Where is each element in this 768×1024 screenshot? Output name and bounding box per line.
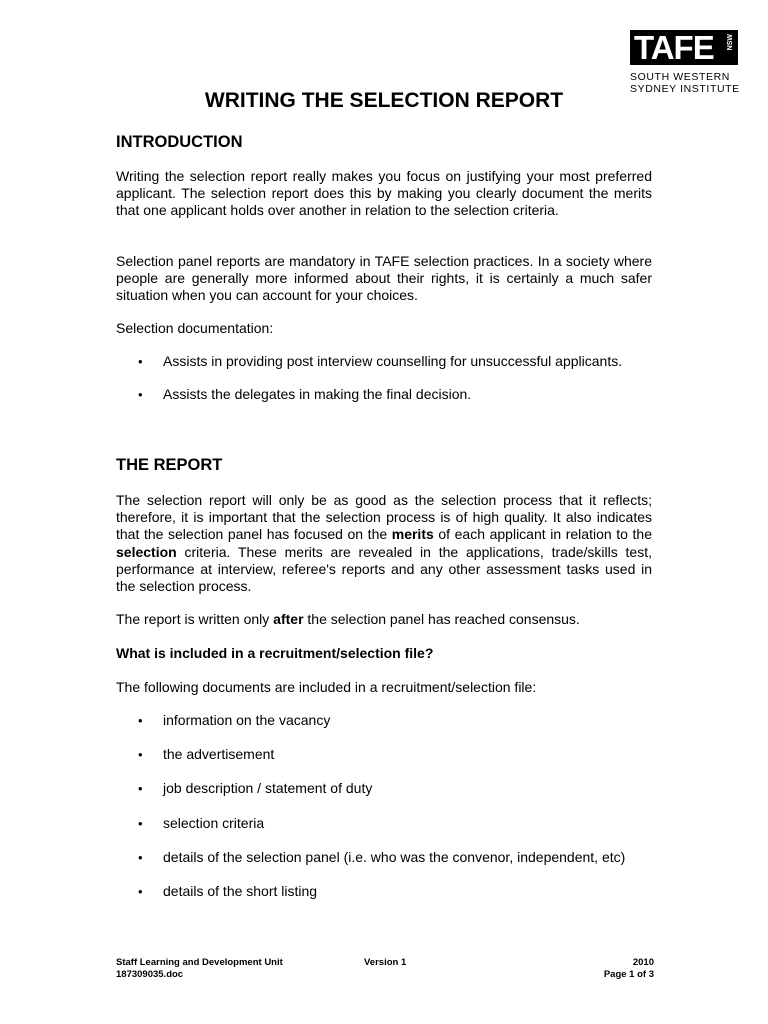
- footer-left: [116, 957, 283, 981]
- tafe-logo-mark: [630, 30, 738, 65]
- list-item: [116, 815, 652, 832]
- report-paragraph-1-part-a: The selection report will only be as good as the selection process that it reflects; therefore, it is important that the selection process is of high quality. It also indicates that the selection panel has focused on the: [116, 492, 652, 543]
- selection-emphasis: selection: [116, 543, 177, 560]
- introduction-paragraph-2: Selection panel reports are mandatory in TAFE selection practices. In a society where people are generally more informed about their rights, it is certainly a much safer situation when you can account for your choices.: [116, 253, 652, 304]
- footer-unit: Staff Learning and Development Unit: [116, 957, 283, 968]
- report-paragraph-2: [116, 611, 652, 628]
- report-paragraph-1: [116, 492, 652, 595]
- report-heading: THE REPORT: [116, 456, 223, 474]
- tafe-logo-state: NSW: [727, 34, 734, 51]
- after-emphasis: after: [273, 611, 304, 627]
- list-item: [116, 849, 652, 866]
- introduction-paragraph-1: Writing the selection report really makes you focus on justifying your most preferred applicant. The selection report does this by making you clearly document the merits that one applicant holds over another in relation to the selection criteria.: [116, 168, 652, 219]
- report-paragraph-1-part-c: of each applicant in relation to the: [433, 526, 652, 543]
- footer-right: [604, 957, 654, 981]
- footer-page-number: Page 1 of 3: [603, 969, 654, 980]
- report-paragraph-2-part-a: The report is written only: [116, 611, 274, 627]
- footer-year: 2010: [632, 957, 654, 968]
- logo-institute-line-1: SOUTH WESTERN: [630, 71, 730, 83]
- bullet-icon: •: [138, 849, 143, 865]
- bullet-icon: •: [138, 781, 143, 797]
- list-item: [116, 780, 652, 797]
- bullet-icon: •: [138, 815, 143, 831]
- list-item: [116, 883, 652, 900]
- tafe-logo-brand: TAFE: [634, 29, 714, 66]
- list-item-text: Assists in providing post interview counselling for unsuccessful applicants.: [163, 353, 623, 369]
- list-item-text: selection criteria: [163, 814, 265, 831]
- merits-emphasis: merits: [391, 526, 434, 543]
- bullet-icon: •: [138, 884, 143, 900]
- list-item: [116, 386, 652, 403]
- introduction-heading: INTRODUCTION: [116, 133, 243, 151]
- list-item: [116, 746, 652, 763]
- logo-institute-line-2: SYDNEY INSTITUTE: [630, 83, 740, 95]
- list-item-text: the advertisement: [163, 746, 275, 763]
- list-item: [116, 712, 652, 729]
- recruitment-file-question: What is included in a recruitment/selection file?: [116, 645, 434, 661]
- list-item-text: details of the short listing: [163, 883, 318, 900]
- introduction-paragraph-3: Selection documentation:: [116, 320, 274, 336]
- report-paragraph-1-part-e: criteria. These merits are revealed in the applications, trade/skills test, performance at interview, referee's reports and any other assessment tasks used in the selection process.: [116, 543, 652, 595]
- list-item-text: information on the vacancy: [163, 712, 331, 728]
- report-paragraph-3: The following documents are included in a recruitment/selection file:: [116, 679, 537, 695]
- introduction-bullet-list: [116, 353, 652, 403]
- recruitment-file-list: [116, 712, 652, 900]
- footer-version: Version 1: [364, 957, 407, 968]
- report-paragraph-2-part-c: the selection panel has reached consensus.: [303, 611, 580, 627]
- page-title: WRITING THE SELECTION REPORT: [204, 89, 564, 112]
- list-item-text: job description / statement of duty: [163, 780, 373, 797]
- bullet-icon: •: [138, 713, 143, 728]
- bullet-icon: •: [138, 354, 143, 369]
- list-item-text: details of the selection panel (i.e. who was the convenor, independent, etc): [163, 848, 626, 865]
- list-item-text: Assists the delegates in making the final decision.: [163, 386, 472, 403]
- list-item: [116, 353, 652, 370]
- bullet-icon: •: [138, 387, 143, 403]
- bullet-icon: •: [138, 747, 143, 763]
- footer-file-name: 187309035.doc: [116, 969, 184, 980]
